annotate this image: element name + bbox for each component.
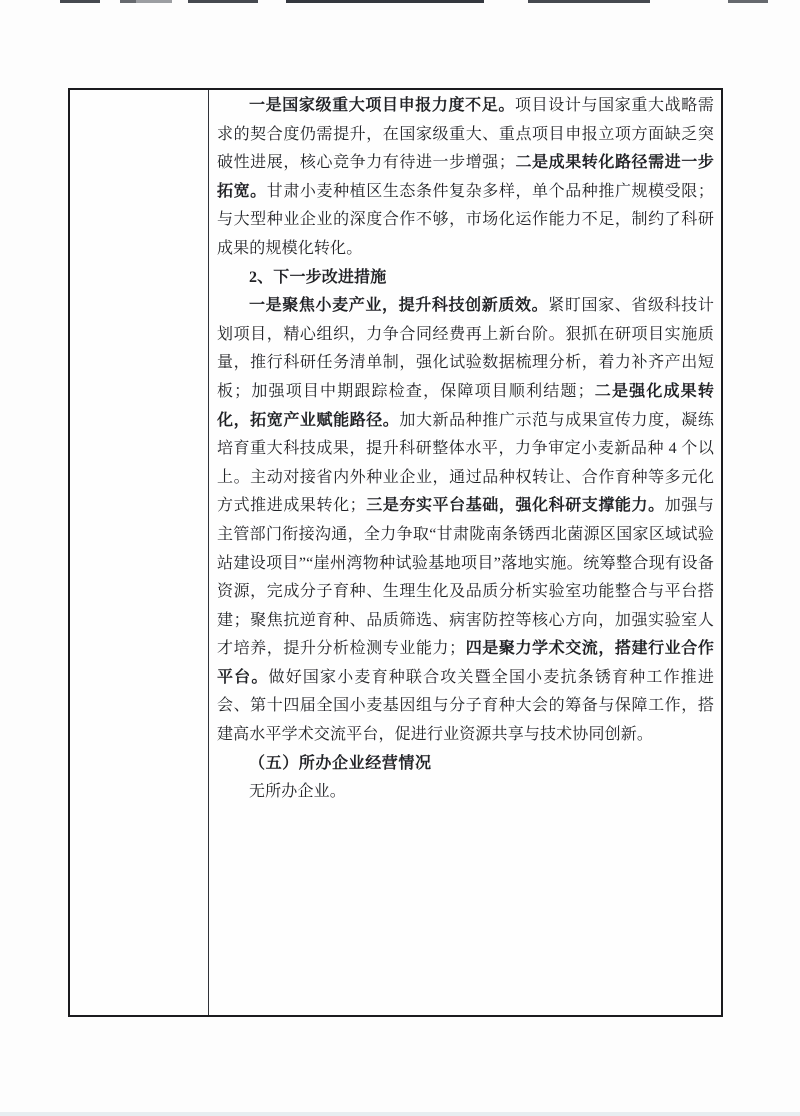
text-run: 加大新品种推广示范与成果宣传力度，凝练培育重大科技成果，提升科研整体水平，力争审定小麦新品种 4 个以上。主动对接省内外种业企业，通过品种权转让、合作育种等多元化方式推进成果转化；	[217, 411, 714, 515]
table-left-stub-cell	[70, 90, 209, 1015]
section-heading	[217, 264, 714, 293]
bold-lead-run: 2、下一步改进措施	[249, 268, 387, 286]
text-run: 项目设计与国家重大战略需求的契合度仍需提升，在国家级重大、重点项目申报立项方面缺乏突破性进展，核心竞争力有待进一步增强；	[217, 97, 714, 172]
text-run: 做好国家小麦育种联合攻关暨全国小麦抗条锈育种工作推进会、第十四届全国小麦基因组与分子育种大会的筹备与保障工作，搭建高水平学术交流平台，促进行业资源共享与技术协同创新。	[217, 668, 715, 744]
body-paragraph	[217, 92, 714, 264]
report-table	[68, 88, 723, 1017]
table-content-cell	[209, 90, 721, 1015]
body-paragraph	[217, 292, 714, 750]
text-run: 无所办企业。	[249, 783, 346, 801]
scan-artifact-bottom	[0, 1112, 800, 1116]
bold-lead-run: 一是聚焦小麦产业，提升科技创新质效。	[249, 297, 549, 315]
text-run: 加强与主管部门衔接沟通，全力争取“甘肃陇南条锈西北菌源区国家区域试验站建设项目”“崖州湾物种试验基地项目”落地实施。统筹整合现有设备资源，完成分子育种、生理生化及品质分析实验室功能整合与平台搭建；聚焦抗逆育种、品质筛选、病害防控等核心方向，加强实验室人才培养，提升分析检测专业能力；	[217, 497, 714, 658]
body-paragraph	[217, 778, 714, 807]
bold-lead-run: 二是成果转化路径需进一步拓宽。	[217, 154, 714, 200]
bold-lead-run: 四是聚力学术交流，搭建行业合作平台。	[217, 640, 714, 686]
bold-lead-run: 二是强化成果转化，拓宽产业赋能路径。	[217, 382, 714, 429]
bold-lead-run: 三是夯实平台基础，强化科研支撑能力。	[365, 497, 665, 515]
bold-lead-run: （五）所办企业经营情况	[249, 754, 432, 772]
section-heading	[217, 750, 714, 779]
text-run: 紧盯国家、省级科技计划项目，精心组织，力争合同经费再上新台阶。狠抓在研项目实施质量，推行科研任务清单制，强化试验数据梳理分析，着力补齐产出短板；加强项目中期跟踪检查，保障项目顺利结题；	[217, 297, 714, 400]
scan-artifact-top	[0, 0, 800, 3]
text-run: 甘肃小麦种植区生态条件复杂多样，单个品种推广规模受限；与大型种业企业的深度合作不够，市场化运作能力不足，制约了科研成果的规模化转化。	[217, 182, 714, 257]
bold-lead-run: 一是国家级重大项目申报力度不足。	[249, 97, 515, 114]
